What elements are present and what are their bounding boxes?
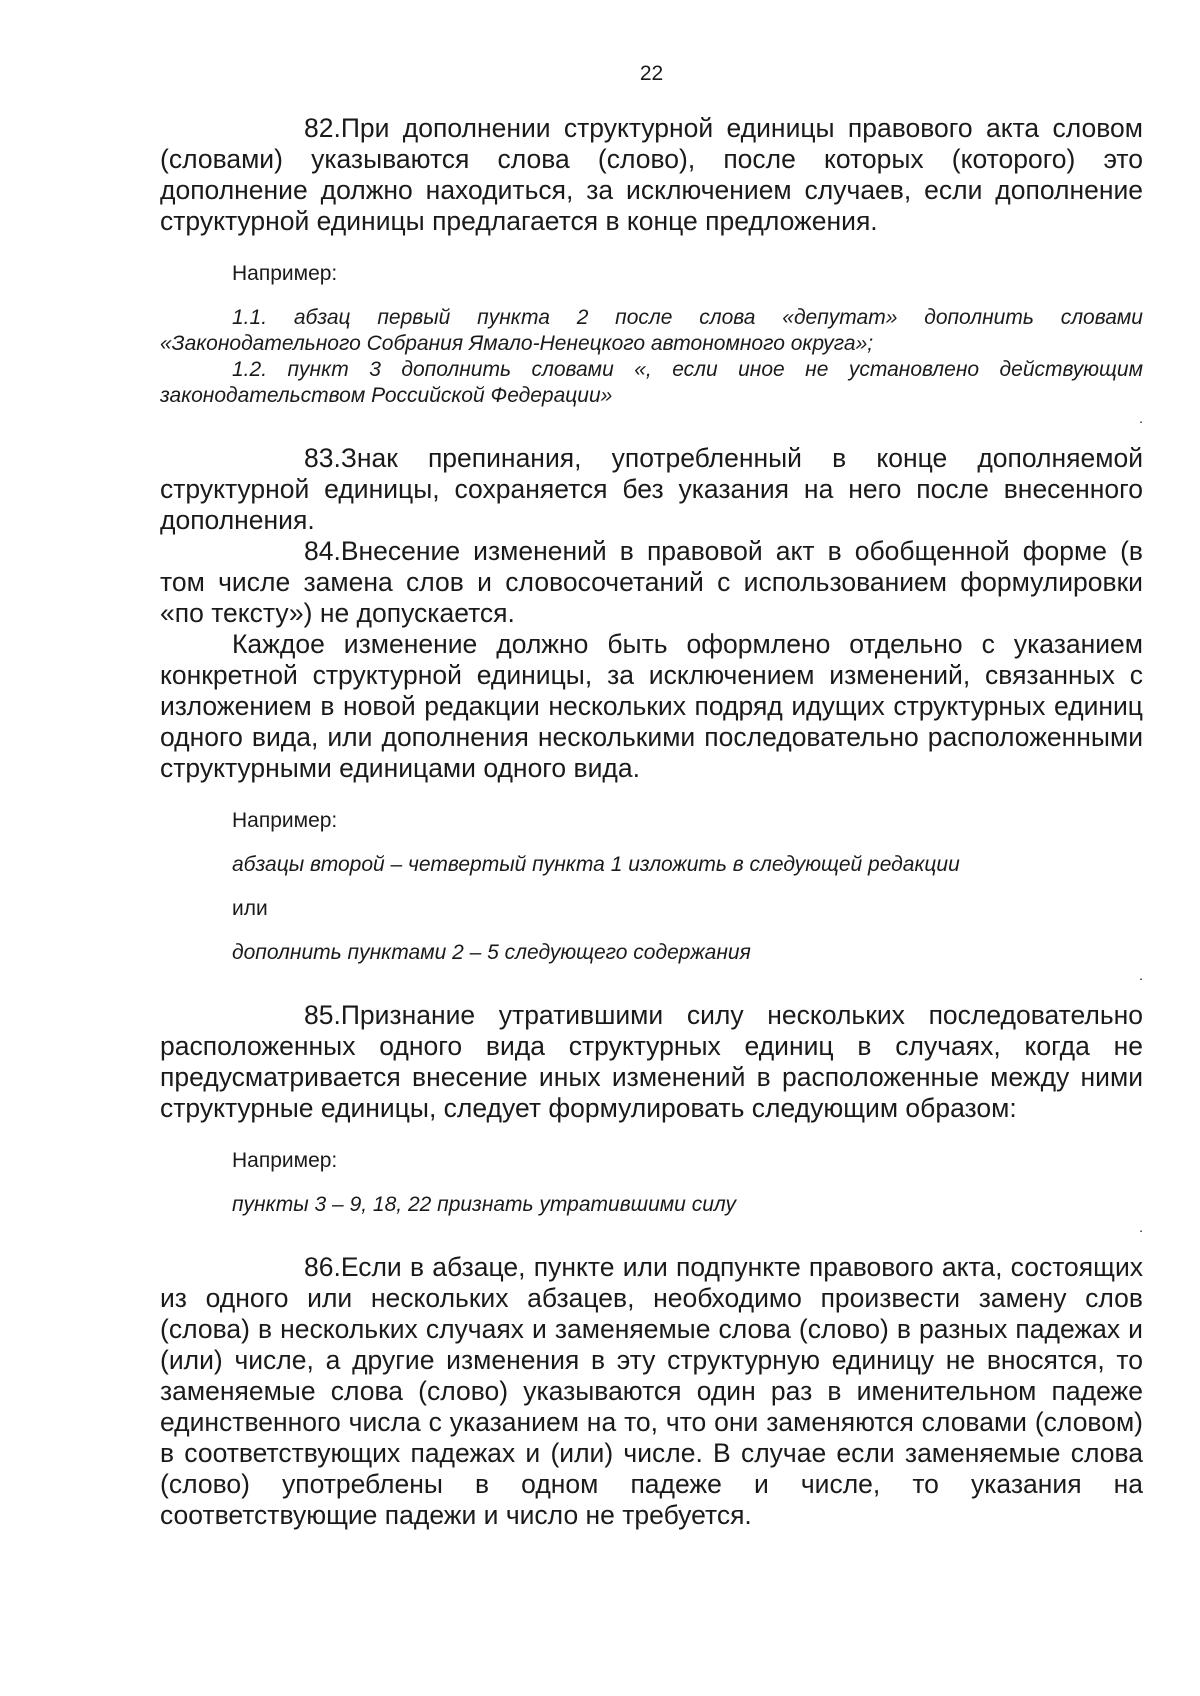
paragraph-84 — [160, 536, 1143, 629]
spacer — [160, 1234, 1143, 1252]
example-82-line-2: 1.2. пункт 3 дополнить словами «, если иное не установлено действующим законодательством Российской Федерации» — [160, 358, 1143, 407]
page-number: 22 — [639, 62, 664, 85]
paragraph-83-text: Знак препинания, употребленный в конце дополняемой структурной единицы, сохраняется без указания на него после внесенного дополнения. — [160, 443, 1143, 535]
example-84-line-2: дополнить пунктами 2 – 5 следующего содержания — [232, 941, 751, 964]
paragraph-84-number: 84. — [304, 536, 341, 566]
example-label-82: Например: — [232, 262, 338, 285]
example-label-84: Например: — [232, 809, 338, 832]
document-content — [160, 113, 1143, 1531]
paragraph-86-number: 86. — [304, 1252, 341, 1282]
paragraph-83-number: 83. — [304, 443, 341, 473]
spacer — [160, 982, 1143, 1000]
paragraph-84-continued: Каждое изменение должно быть оформлено отдельно с указанием конкретной структурной единицы, за исключением изменений, связанных с изложением в новой редакции нескольких подряд идущих структурных единиц одного вида, или дополнения несколькими последовательно расположенными структурными единицами одного вида. — [160, 629, 1143, 783]
example-85-dot: . — [1139, 1219, 1143, 1235]
paragraph-82-text: При дополнении структурной единицы правового акта словом (словами) указываются слова (слово), после которых (которого) это дополнение должно находиться, за исключением случаев, если дополнение структурной единицы предлагается в конце предложения. — [160, 113, 1143, 236]
example-label-85: Например: — [232, 1149, 338, 1172]
example-82-dot: . — [1139, 410, 1143, 426]
paragraph-85-number: 85. — [304, 1000, 341, 1030]
paragraph-82 — [160, 113, 1143, 237]
spacer — [160, 425, 1143, 443]
example-82-line-1: 1.1. абзац первый пункта 2 после слова «депутат» дополнить словами «Законодательного Собрания Ямало-Ненецкого автономного округа»; — [160, 306, 1143, 355]
paragraph-86-text: Если в абзаце, пункте или подпункте правового акта, состоящих из одного или нескольких абзацев, необходимо произвести замену слов (слова) в нескольких случаях и заменяемые слова (слово) в разных падежах и (или) числе, а другие изменения в эту структурную единицу не вносятся, то заменяемые слова (слово) указываются один раз в именительном падеже единственного числа с указанием на то, что они заменяются словами (словом) в соответствующих падежах и (или) числе. В случае если заменяемые слова (слово) употреблены в одном падеже и числе, то указания на соответствующие падежи и число не требуется. — [160, 1252, 1143, 1530]
example-84-or: или — [232, 897, 268, 920]
paragraph-83 — [160, 443, 1143, 536]
example-85-line-1: пункты 3 – 9, 18, 22 признать утратившими силу — [232, 1193, 736, 1216]
paragraph-82-number: 82. — [304, 113, 341, 143]
paragraph-86 — [160, 1252, 1143, 1531]
paragraph-85 — [160, 1000, 1143, 1124]
paragraph-85-text: Признание утратившими силу нескольких последовательно расположенных одного вида структурных единиц в случаях, когда не предусматривается внесение иных изменений в расположенные между ними структурные единицы, следует формулировать следующим образом: — [160, 1000, 1143, 1123]
example-84-dot: . — [1139, 967, 1143, 983]
paragraph-84-text: Внесение изменений в правовой акт в обобщенной форме (в том числе замена слов и словосочетаний с использованием формулировки «по тексту») не допускается. — [160, 536, 1143, 628]
example-84-line-1: абзацы второй – четвертый пункта 1 изложить в следующей редакции — [232, 853, 960, 876]
